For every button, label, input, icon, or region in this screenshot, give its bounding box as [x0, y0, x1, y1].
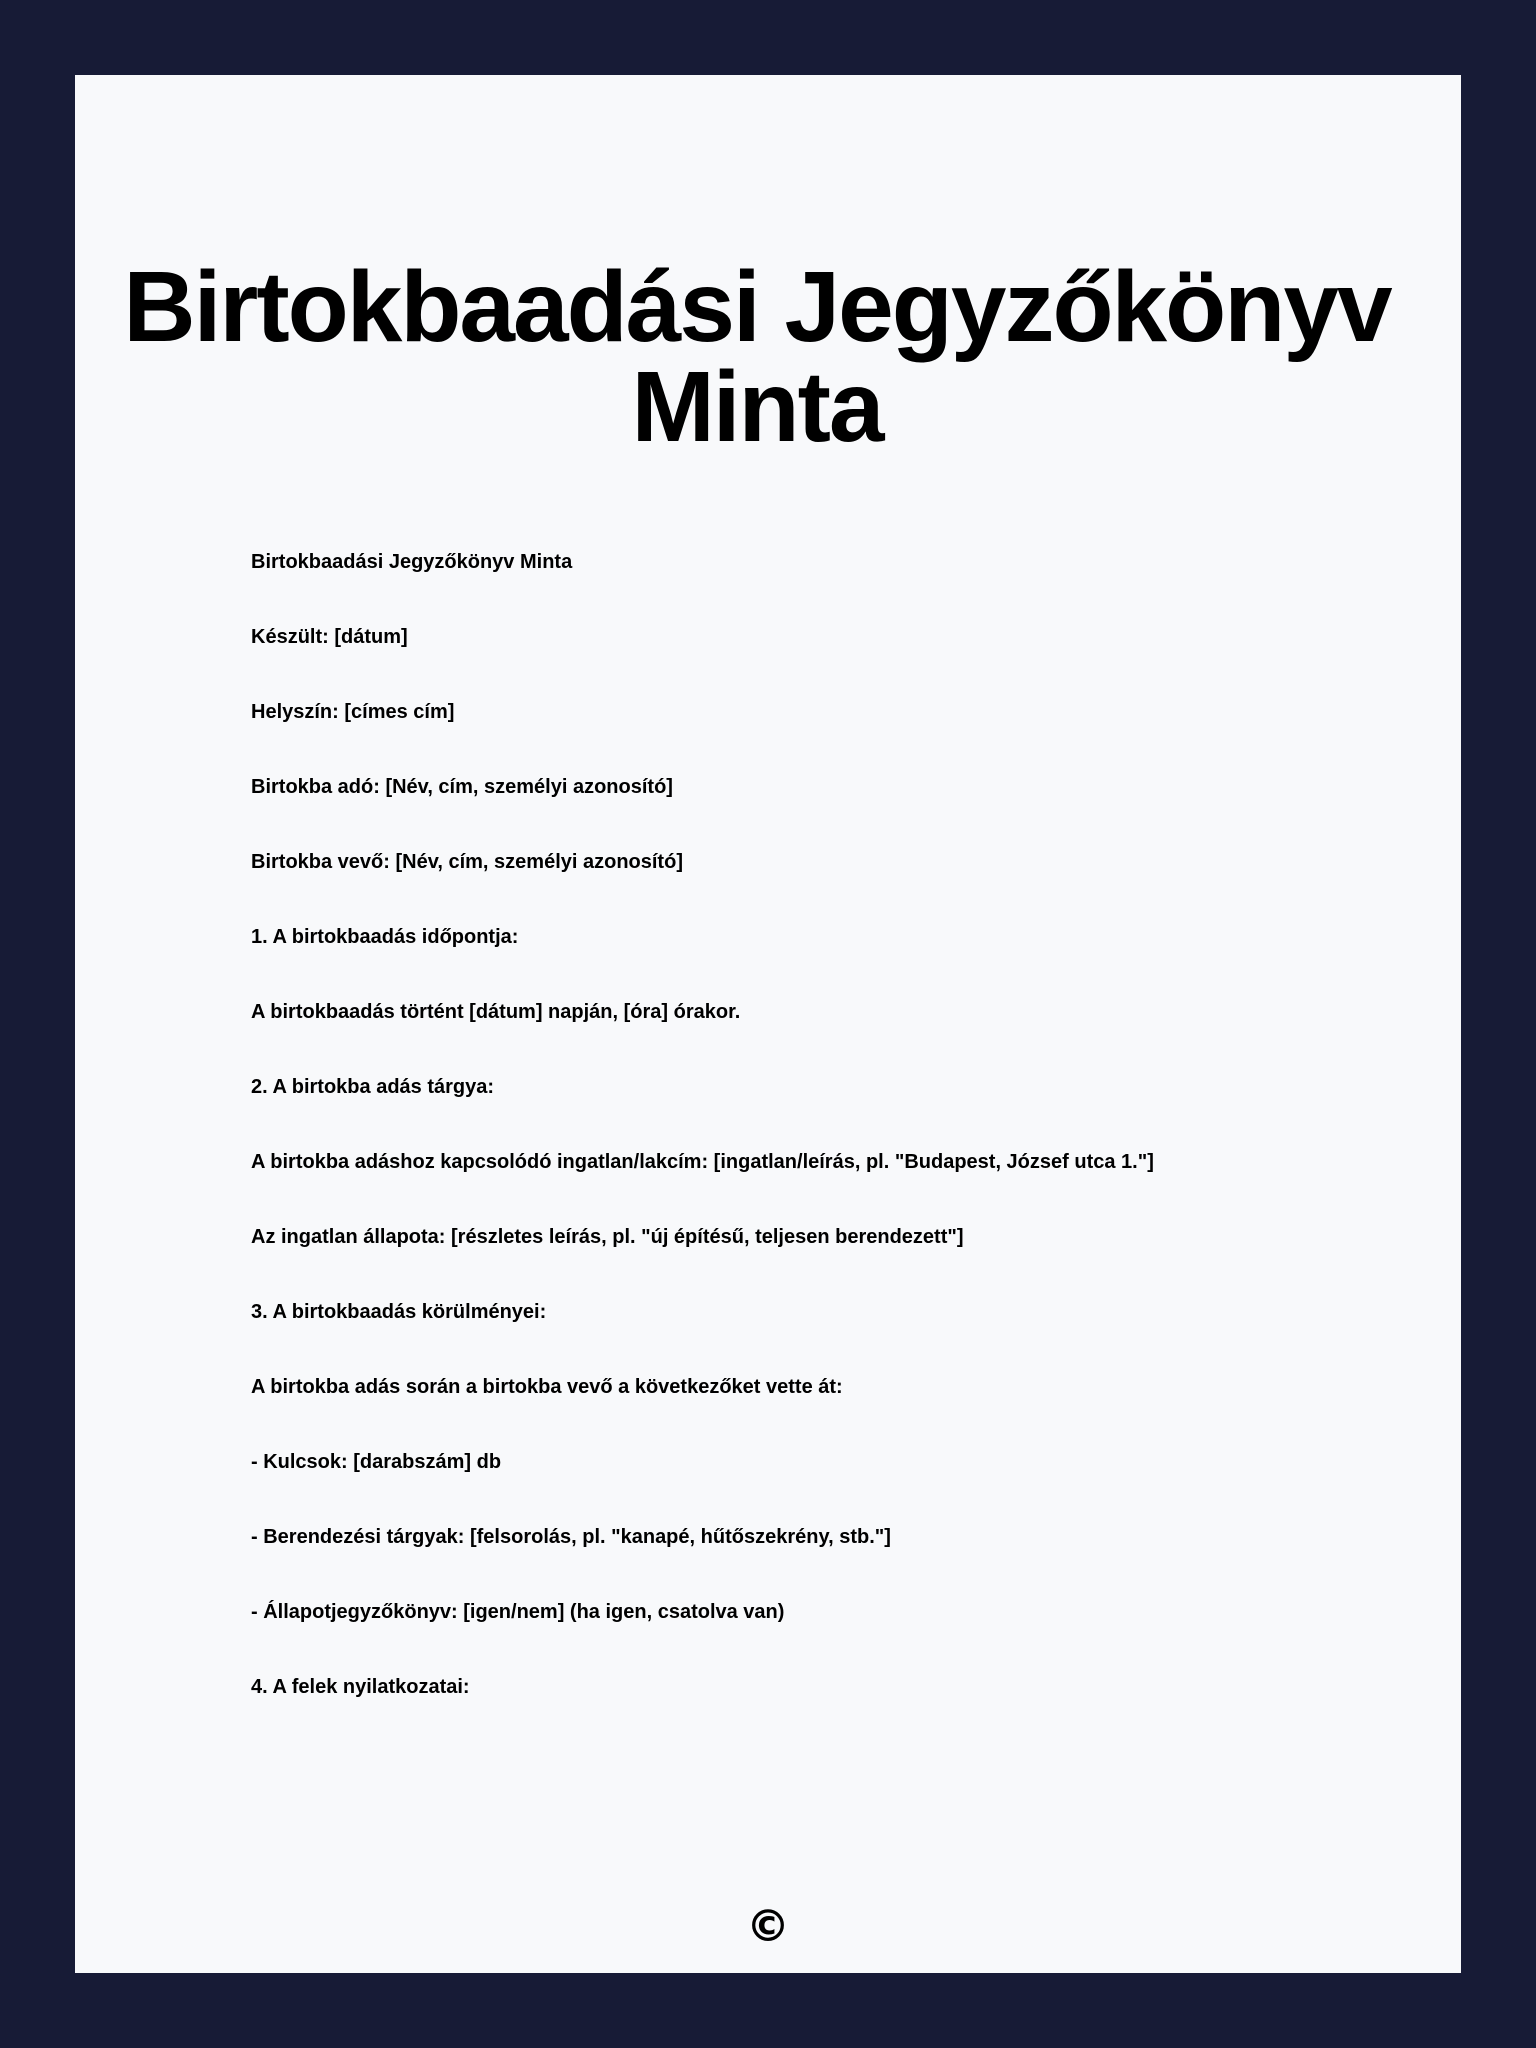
section-3-heading: 3. A birtokbaadás körülményei:	[251, 1301, 547, 1323]
property-condition-line: Az ingatlan állapota: [részletes leírás, pl. "új építésű, teljesen berendezett"]	[251, 1226, 964, 1248]
prepared-date-line: Készült: [dátum]	[251, 626, 408, 648]
document-page	[75, 75, 1461, 1973]
section-1-heading: 1. A birtokbaadás időpontja:	[251, 926, 519, 948]
document-body	[251, 552, 1351, 1752]
transferee-line: Birtokba vevő: [Név, cím, személyi azonosító]	[251, 851, 683, 873]
section-2-heading: 2. A birtokba adás tárgya:	[251, 1076, 495, 1098]
keys-list-item: - Kulcsok: [darabszám] db	[251, 1451, 502, 1473]
property-address-line: A birtokba adáshoz kapcsolódó ingatlan/lakcím: [ingatlan/leírás, pl. "Budapest, József utca 1."]	[251, 1151, 1154, 1173]
section-4-heading: 4. A felek nyilatkozatai:	[251, 1676, 470, 1698]
handover-intro-line: A birtokba adás során a birtokba vevő a következőket vette át:	[251, 1376, 843, 1398]
transferor-line: Birtokba adó: [Név, cím, személyi azonosító]	[251, 776, 673, 798]
page-title	[75, 251, 1461, 463]
page-title-line-2: Minta	[631, 351, 883, 463]
location-line: Helyszín: [címes cím]	[251, 701, 455, 723]
condition-report-list-item: - Állapotjegyzőkönyv: [igen/nem] (ha igen, csatolva van)	[251, 1601, 785, 1623]
section-1-text: A birtokbaadás történt [dátum] napján, [óra] órakor.	[251, 1001, 741, 1023]
document-subtitle: Birtokbaadási Jegyzőkönyv Minta	[251, 551, 573, 573]
copyright-icon: ©	[746, 1901, 790, 1952]
page-title-line-1: Birtokbaadási Jegyzőkönyv	[123, 251, 1391, 363]
furniture-list-item: - Berendezési tárgyak: [felsorolás, pl. "kanapé, hűtőszekrény, stb."]	[251, 1526, 891, 1548]
